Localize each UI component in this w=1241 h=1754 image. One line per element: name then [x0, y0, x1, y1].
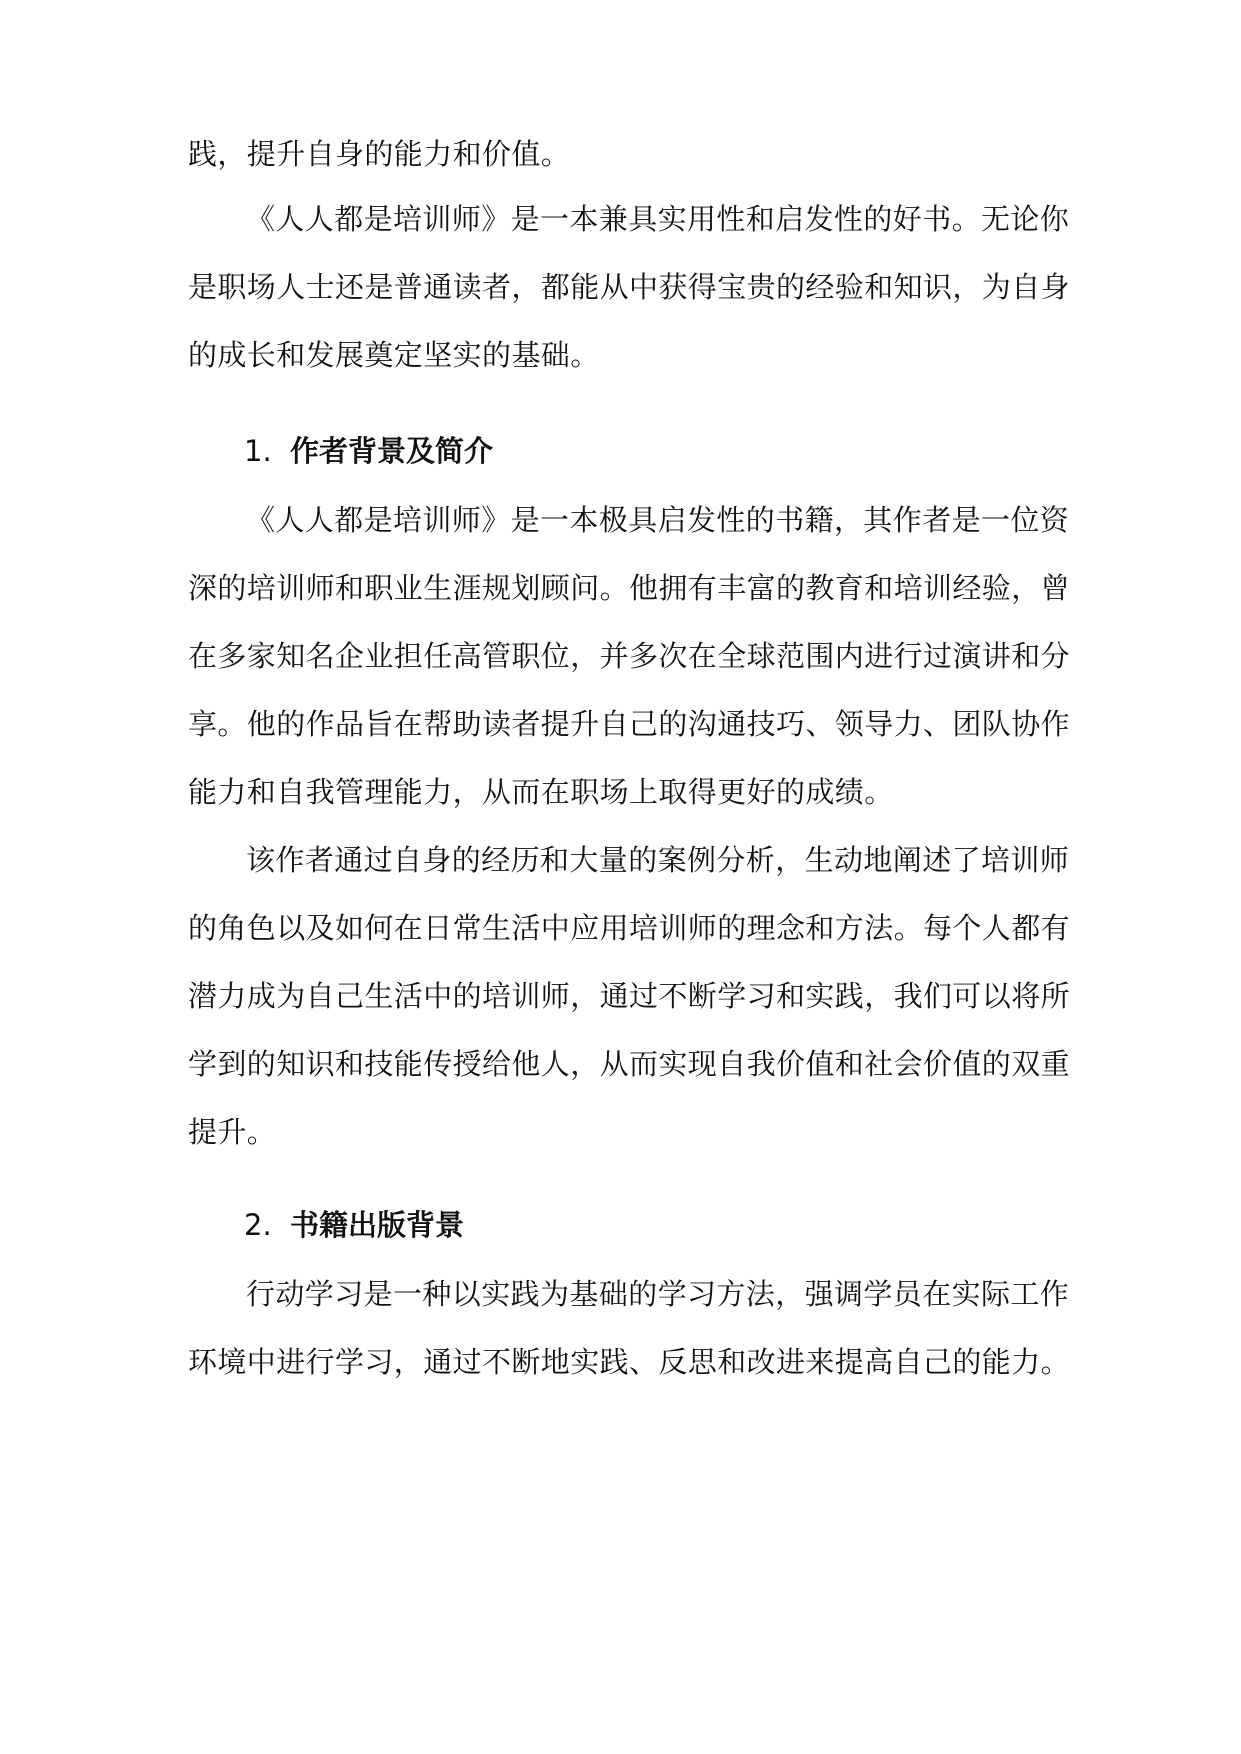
paragraph-line: 《人人都是培训师》是一本极具启发性的书籍，其作者是一位资 [246, 503, 1070, 537]
paragraph-line: 深的培训师和职业生涯规划顾问。他拥有丰富的教育和培训经验，曾 [188, 571, 1071, 605]
paragraph-line: 环境中进行学习，通过不断地实践、反思和改进来提高自己的能力。 [188, 1345, 1071, 1379]
section-number: 2. [244, 1208, 272, 1242]
section-title: 书籍出版背景 [290, 1208, 465, 1242]
paragraph-line: 学到的知识和技能传授给他人，从而实现自我价值和社会价值的双重 [188, 1047, 1071, 1081]
paragraph-line: 能力和自我管理能力，从而在职场上取得更好的成绩。 [188, 775, 894, 809]
paragraph-line: 在多家知名企业担任高管职位，并多次在全球范围内进行过演讲和分 [188, 639, 1071, 673]
section-number: 1. [244, 434, 272, 468]
section-heading-1 [244, 431, 493, 471]
paragraph-line: 行动学习是一种以实践为基础的学习方法，强调学员在实际工作 [246, 1277, 1070, 1311]
paragraph-line: 践，提升自身的能力和价值。 [188, 137, 571, 171]
paragraph-line: 潜力成为自己生活中的培训师，通过不断学习和实践，我们可以将所 [188, 979, 1071, 1013]
section-title: 作者背景及简介 [290, 434, 494, 468]
section-heading-2 [244, 1205, 464, 1245]
paragraph-line: 该作者通过自身的经历和大量的案例分析，生动地阐述了培训师 [246, 843, 1070, 877]
paragraph-line: 的成长和发展奠定坚实的基础。 [188, 338, 600, 372]
paragraph-line: 的角色以及如何在日常生活中应用培训师的理念和方法。每个人都有 [188, 911, 1071, 945]
paragraph-line: 享。他的作品旨在帮助读者提升自己的沟通技巧、领导力、团队协作 [188, 707, 1071, 741]
paragraph-line: 《人人都是培训师》是一本兼具实用性和启发性的好书。无论你 [246, 202, 1070, 236]
paragraph-line: 是职场人士还是普通读者，都能从中获得宝贵的经验和知识，为自身 [188, 270, 1071, 304]
paragraph-line: 提升。 [188, 1115, 277, 1149]
